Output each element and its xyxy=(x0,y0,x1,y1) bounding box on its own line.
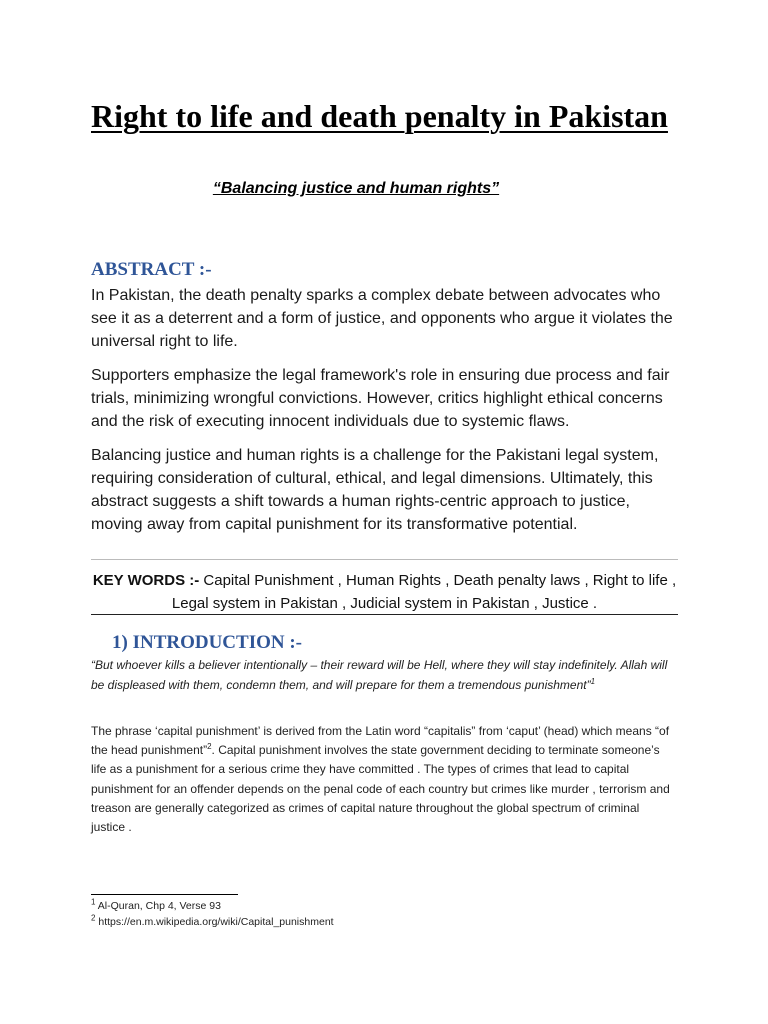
keywords-label: KEY WORDS :- xyxy=(92,572,200,589)
keywords-text: Capital Punishment , Human Rights , Death penalty laws , Right to life , Legal system in Pakistan , Judicial system in Pakistan , Justice . xyxy=(171,572,677,612)
document-subtitle: “Balancing justice and human rights” xyxy=(212,180,500,197)
footnote-link[interactable]: https://en.m.wikipedia.org/wiki/Capital_punishment xyxy=(95,916,334,928)
footnote-number: 2 xyxy=(91,913,96,923)
intro-text-part1: The phrase ‘capital punishment’ is derived from the Latin word “capitalis” from ‘caput’ (head) which means “of the head punishment” xyxy=(91,724,670,758)
abstract-paragraph: Supporters emphasize the legal framework's role in ensuring due process and fair trials, minimizing wrongful convictions. However, critics highlight ethical concerns and the risk of executing innocent individuals due to systemic flaws. xyxy=(91,367,670,430)
abstract-paragraph: In Pakistan, the death penalty sparks a complex debate between advocates who see it as a deterrent and a form of justice, and opponents who argue it violates the universal right to life. xyxy=(91,287,673,350)
footnote-ref[interactable]: 1 xyxy=(590,676,596,686)
footnote-separator xyxy=(91,894,238,895)
footnote-ref[interactable]: 2 xyxy=(207,742,212,752)
footnote-number: 1 xyxy=(91,897,96,907)
intro-text-part2: . Capital punishment involves the state government deciding to terminate someone’s life as a punishment for a serious crime they have committed . The types of crimes that lead to capital punishment for an offender depends on the penal code of each country but crimes like murder , terrorism and treason are generally categorized as crimes of capital nature throughout the global spectrum of criminal justice . xyxy=(91,743,670,835)
introduction-body xyxy=(91,722,676,837)
abstract-body xyxy=(91,284,681,547)
footnote-text: Al-Quran, Chp 4, Verse 93 xyxy=(95,900,221,912)
abstract-paragraph: Balancing justice and human rights is a challenge for the Pakistani legal system, requiring consideration of cultural, ethical, and legal dimensions. Ultimately, this abstract suggests a shift towards a human rights-centric approach to justice, moving away from capital punishment for its transformative potential. xyxy=(91,447,659,533)
divider xyxy=(91,559,678,560)
introduction-heading: 1) INTRODUCTION :- xyxy=(112,632,302,653)
quote-text: “But whoever kills a believer intentionally – their reward will be Hell, where they will stay indefinitely. Allah will be displeased with them, condemn them, and will prepare for them a tremendous punishment” xyxy=(91,658,668,692)
document-title: Right to life and death penalty in Pakistan xyxy=(91,98,668,134)
abstract-heading: ABSTRACT :- xyxy=(91,259,212,280)
footnote-item xyxy=(91,898,591,914)
divider xyxy=(91,614,678,615)
footnote-item xyxy=(91,914,591,930)
keywords-block xyxy=(91,569,678,615)
footnotes xyxy=(91,898,591,930)
introduction-quote xyxy=(91,656,671,695)
